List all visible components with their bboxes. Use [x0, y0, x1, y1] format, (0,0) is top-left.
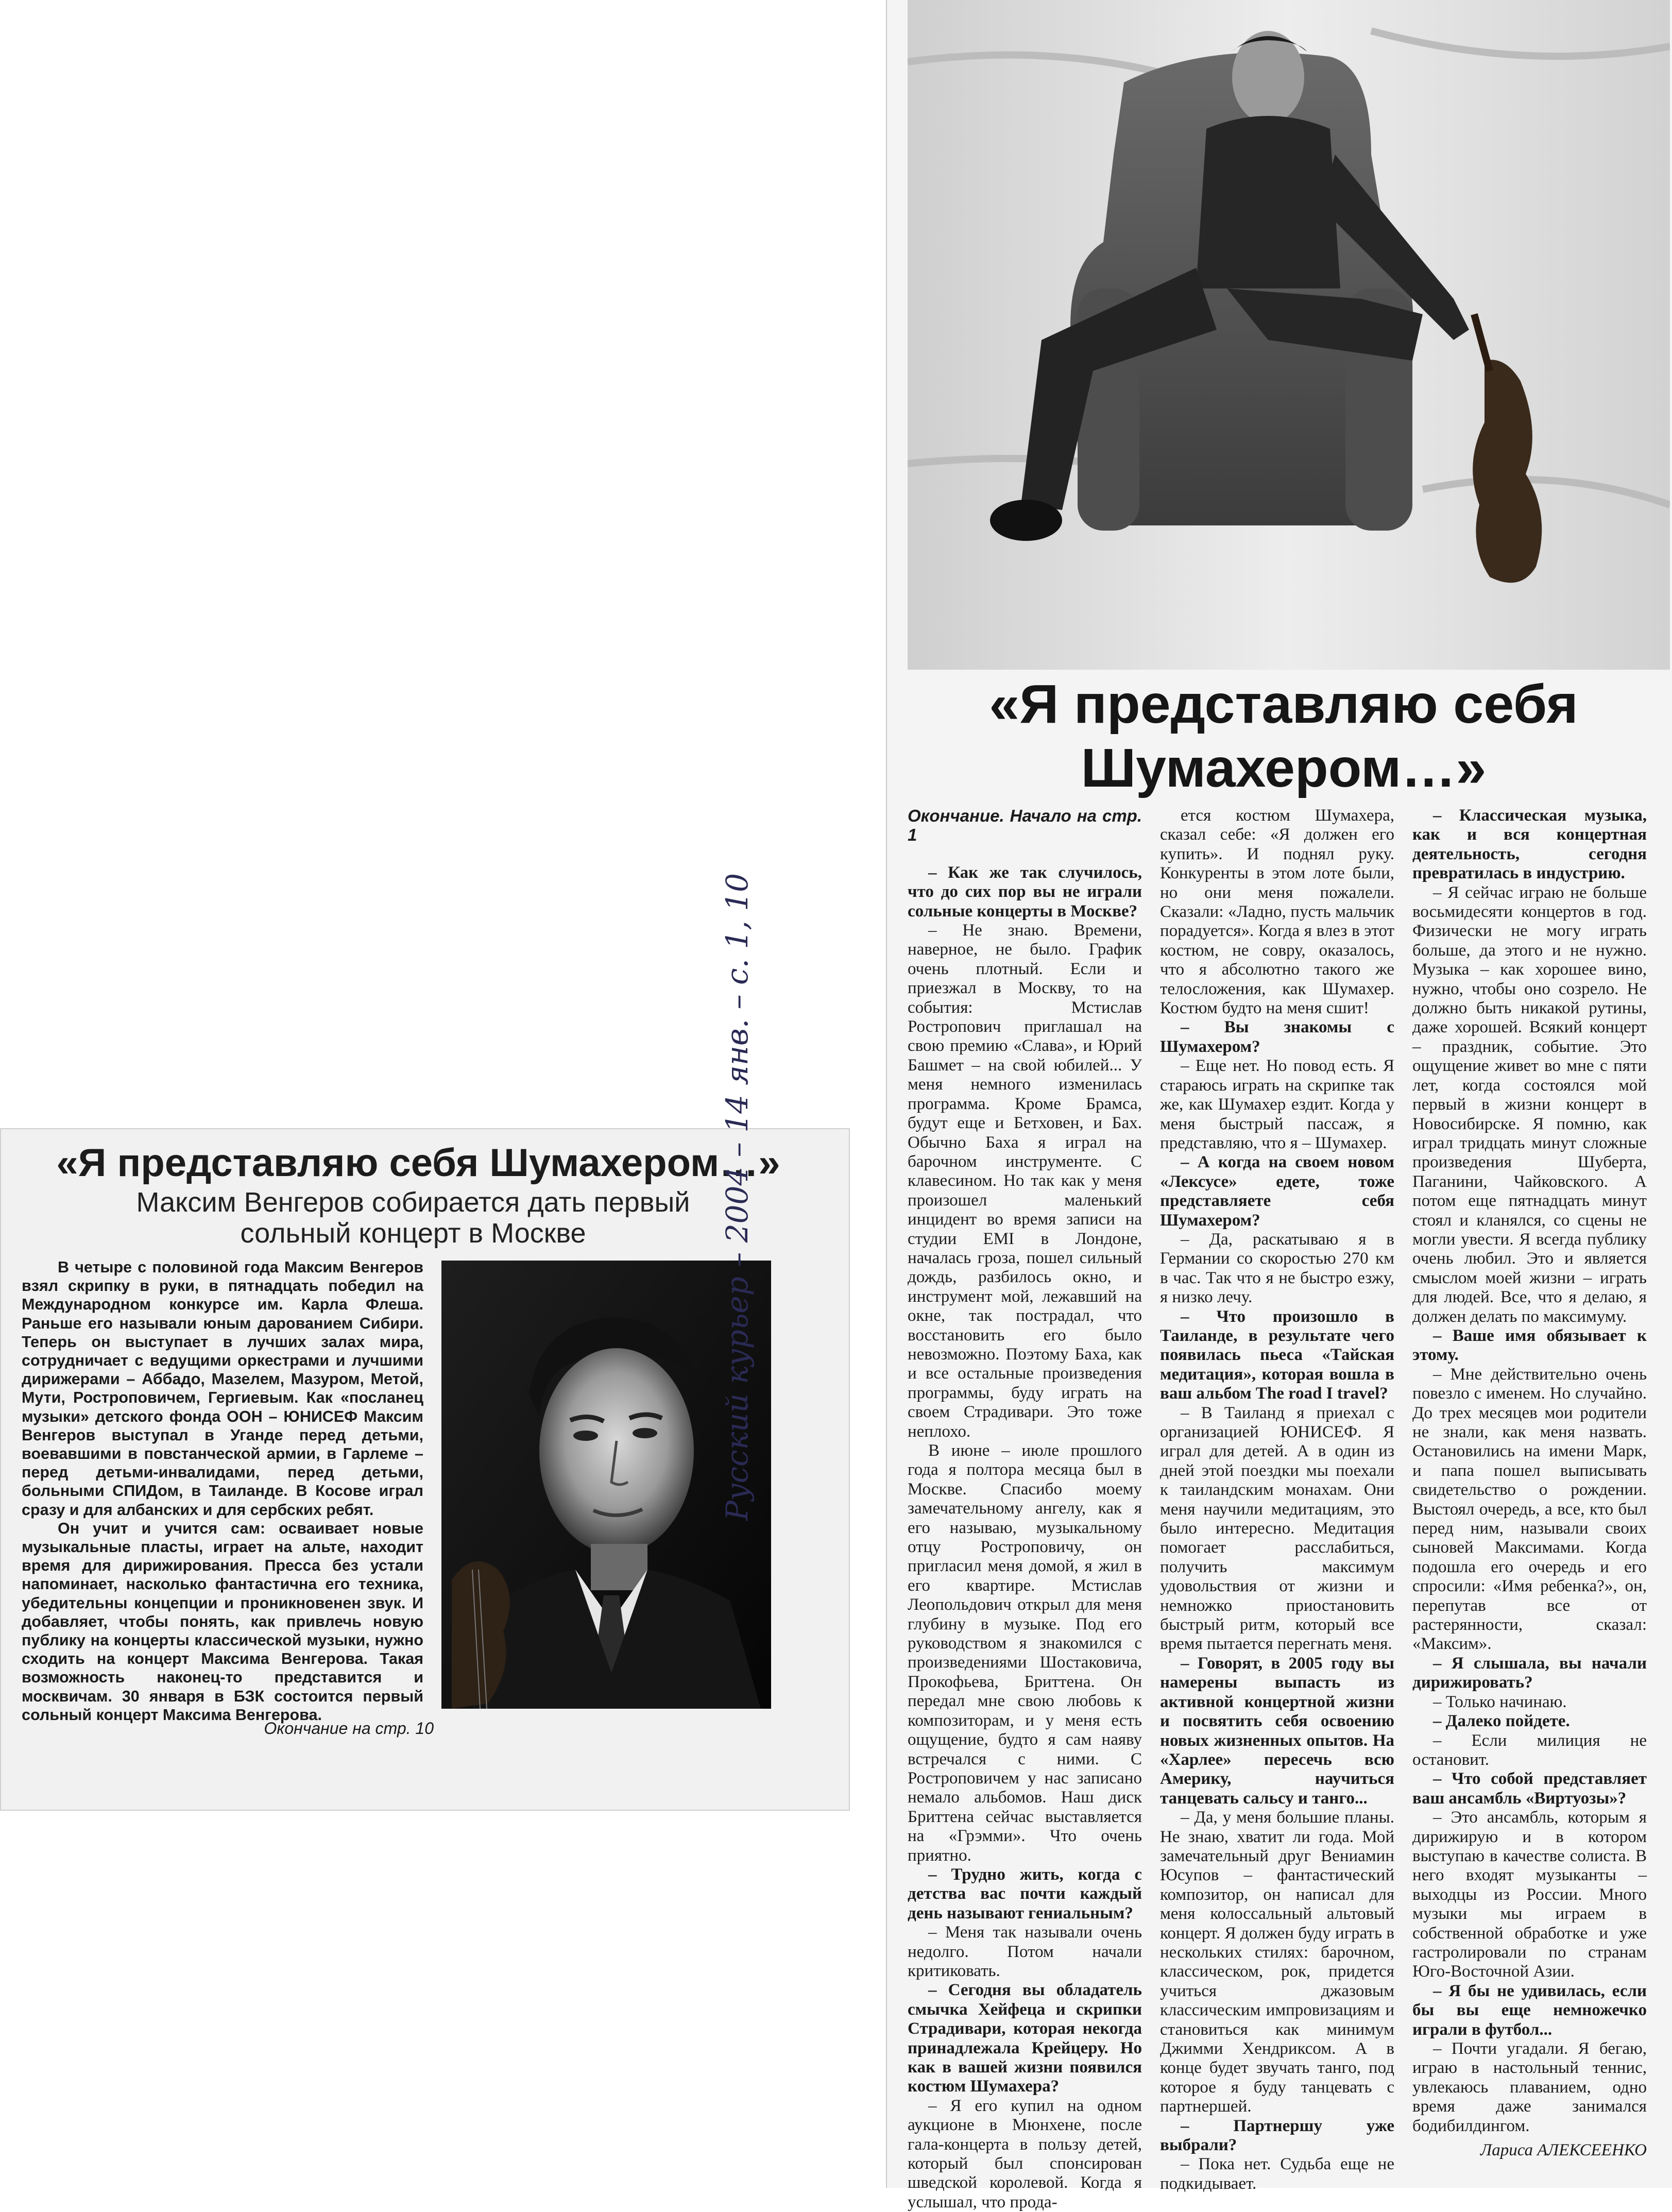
armchair-illustration: [908, 0, 1670, 670]
interview-question: – Что собой представляет ваш ансамбль «Виртуозы»?: [1412, 1769, 1647, 1808]
interview-question: – Что произошло в Таиланде, в результате чего появилась пьеса «Тайская медитация», которая вошла в ваш альбом The road I travel?: [1160, 1307, 1394, 1403]
handwritten-source-note: Русский курьер – 2004 – 14 янв. – с. 1, 10: [720, 873, 755, 1521]
article-column-3: [1412, 806, 1647, 2160]
interview-answer: – Мне действительно очень повезло с именем. Но случайно. До трех месяцев мои родители не знали, как меня назвать. Остановились на имени Марк, и папа пошел выписывать свидетельство о рождении. Выстоял очередь, а все, кто был перед ним, называли своих сыновей Максимами. Когда подошла его очередь и его спросили: «Имя ребенка?», он, перепутав все от растерянности, сказал: «Максим».: [1412, 1365, 1647, 1654]
interview-question: – Сегодня вы обладатель смычка Хейфеца и скрипки Страдивари, которая некогда принадлежала Крейцеру. Но как в вашей жизни появился костюм Шумахера?: [908, 1981, 1142, 2096]
interview-answer: – В Таиланд я приехал с организацией ЮНИСЕФ. Я играл для детей. А в один из дней этой поездки мы поехали к таиландским монахам. Они меня научили медитациям, это было интересно. Медитация помогает расслабиться, получить максимум удовольствия от жизни и немножко приостановить быстрый ритм, который все время пытается перегнать меня.: [1160, 1403, 1394, 1654]
interview-answer: – Только начинаю.: [1433, 1692, 1567, 1711]
interview-answer: – Пока нет. Судьба еще не подкидывает.: [1160, 2155, 1394, 2193]
intro-paragraph: Он учит и учится сам: осваивает новые музыкальные пласты, играет на альте, находит время для дирижирования. Пресса без устали напоминает, насколько фантастична его техника, убедительны концепции и проникновенен звук. И добавляет, чтобы понять, как привлечь новую публику на концерты классической музыки, нужно сходить на концерт Максима Венгерова. Такая возможность наконец-то представится и москвичам. 30 января в БЗК состоится первый сольный концерт Максима Венгерова.: [22, 1519, 423, 1724]
continuation-note: Окончание на стр. 10: [264, 1719, 434, 1738]
left-intro-text: [22, 1258, 423, 1724]
interview-question: – Говорят, в 2005 году вы намерены выпасть из активной концертной жизни и посвятить себя освоению новых жизненных опытов. На «Харлее» пересечь всю Америку, научиться танцевать сальсу и танго...: [1160, 1654, 1394, 1808]
interview-answer: – Да, раскатываю я в Германии со скоростью 270 км в час. Так что я не быстро езжу, я низко лечу.: [1160, 1230, 1394, 1307]
interview-question: – Как же так случилось, что до сих пор вы не играли сольные концерты в Москве?: [908, 863, 1142, 921]
interview-question: – Классическая музыка, как и вся концертная деятельность, сегодня превратилась в индустрию.: [1412, 806, 1647, 883]
interview-question: – Далеко пойдете.: [1433, 1712, 1570, 1731]
interview-answer: – Не знаю. Времени, наверное, не было. График очень плотный. Если и приезжал в Москву, то на события: Мстислав Ростропович приглашал на свою премию «Слава», и Юрий Башмет – на свой юбилей... У меня немного изменилась программа. Кроме Брамса, будут еще и Бетховен, и Бах. Обычно Баха я играл на барочном инструменте. С клавесином. Но так как у меня произошел маленький инцидент во время записи на студии EMI в Лондоне, началась гроза, пошел сильный дождь, разбилось окно, и инструмент мой, лежавший на окне, так пострадал, что восстановить его было невозможно. Поэтому Баха, как и все остальные произведения программы, буду играть на своем Страдивари. Это тоже неплохо.: [908, 921, 1142, 1441]
interview-answer: – Да, у меня большие планы. Не знаю, хватит ли года. Мой замечательный друг Вениамин Юсупов – фантастический композитор, он написал для меня колоссальный альтовый концерт. Я должен буду играть в нескольких стилях: барочном, классическом, рок, придется учиться джазовым классическим импровизациям и становиться как минимум Джимми Хендриксом. А в конце будет звучать танго, под которое я буду танцевать с партнершей.: [1160, 1808, 1394, 2116]
interview-answer: – Меня так называли очень недолго. Потом начали критиковать.: [908, 1923, 1142, 1980]
interview-question: – А когда на своем новом «Лексусе» едете, тоже представляете себя Шумахером?: [1160, 1153, 1394, 1230]
article-column-2: [1160, 806, 1394, 2193]
interview-answer: ется костюм Шумахера, сказал себе: «Я должен его купить». И поднял руку. Конкуренты в этом лоте были, но они меня пожалели. Сказали: «Ладно, пусть мальчик порадуется». Когда я влез в этот костюм, не совру, оказалось, что я абсолютно такого же телосложения, как Шумахер. Костюм будто на меня сшит!: [1160, 806, 1394, 1018]
intro-paragraph: В четыре с половиной года Максим Венгеров взял скрипку в руки, в пятнадцать победил на Международном конкурсе им. Карла Флеша. Раньше его называли юным дарованием Сибири. Теперь он выступает в лучших залах мира, сотрудничает с ведущими оркестрами и лучшими дирижерами – Аббадо, Мазелем, Мазуром, Метой, Мути, Ростроповичем, Гергиевым. Как «посланец музыки» детского фонда ООН – ЮНИСЕФ Максим Венгеров выступал в Уганде перед детьми, воевавшими в повстанческой армии, в Гарлеме – перед детьми-инвалидами, перед детьми, больными СПИДом, в Таиланде. В Косове играл сразу и для албанских и для сербских ребят.: [22, 1258, 423, 1519]
left-clipping: [0, 873, 850, 1811]
interview-answer: – Если милиция не остановит.: [1412, 1731, 1647, 1769]
interview-question: – Я бы не удивилась, если бы вы еще немножечко играли в футбол...: [1412, 1981, 1647, 2039]
armchair-photo: [908, 0, 1670, 670]
continuation-note: Окончание. Начало на стр. 1: [908, 806, 1142, 845]
interview-question: – Я слышала, вы начали дирижировать?: [1412, 1654, 1647, 1692]
interview-question: – Вы знакомы с Шумахером?: [1160, 1018, 1394, 1056]
author-signature: Лариса АЛЕКСЕЕНКО: [1480, 2141, 1647, 2160]
right-clipping: [886, 0, 1672, 2211]
interview-question: – Трудно жить, когда с детства вас почти каждый день называют гениальным?: [908, 1865, 1142, 1922]
interview-question: – Партнершу уже выбрали?: [1160, 2116, 1394, 2155]
left-subheadline: Максим Венгеров собирается дать первый сольный концерт в Москве: [136, 1187, 690, 1249]
interview-answer: – Я его купил на одном аукционе в Мюнхене, после гала-концерта в пользу детей, который был спонсирован шведской королевой. Когда я услышал, что прода-: [908, 2096, 1142, 2211]
left-headline: «Я представляю себя Шумахером…»: [56, 1141, 780, 1185]
interview-answer: – Я сейчас играю не больше восьмидесяти концертов в год. Физически не могу играть больше, да этого и не нужно. Музыка – как хорошее вино, нужно, чтобы оно созрело. Не должно быть никакой рутины, даже хорошей. Всякий концерт – праздник, событие. Это ощущение живет во мне с пяти лет, когда состоялся мой первый в жизни концерт в Новосибирске. Я помню, как играл тридцать минут сложные произведения Шуберта, Паганини, Чайковского. А потом еще пятнадцать минут стоял и кланялся, со сцены не могли увести. Я всегда публику очень любил. Это и является смыслом моей жизни – играть для людей. Все, что я делаю, я должен делать по максимуму.: [1412, 883, 1647, 1326]
right-headline: «Я представляю себя Шумахером…»: [989, 674, 1578, 798]
interview-answer: – Это ансамбль, которым я дирижирую и в котором выступаю в качестве солиста. В него входят музыканты – выходцы из России. Много музыки мы играем в собственной обработке и уже гастролировали по странам Юго-Восточной Азии.: [1412, 1808, 1647, 1981]
interview-question: – Ваше имя обязывает к этому.: [1412, 1326, 1647, 1365]
interview-answer: – Еще нет. Но повод есть. Я стараюсь играть на скрипке так же, как Шумахер ездит. Когда у меня быстрый пассаж, я представляю, что я – Шумахер.: [1160, 1057, 1394, 1152]
article-column-1: [908, 806, 1142, 2212]
interview-answer: В июне – июле прошлого года я полтора месяца был в Москве. Спасибо моему замечательному ангелу, как я его называю, музыкальному отцу Ростроповичу, он пригласил меня домой, я жил в его квартире. Мстислав Леопольдович открыл для меня глубину в музыке. Под его руководством я знакомился с произведениями Шостаковича, Прокофьева, Бриттена. Он передал мне свою любовь к композиторам, и у меня есть ощущение, будто я сам наяву встречался с ними. С Ростроповичем у нас записано немало альбомов. Наш диск Бриттена сейчас выставляется на «Грэмми». Что очень приятно.: [908, 1441, 1142, 1865]
interview-answer: – Почти угадали. Я бегаю, играю в настольный теннис, увлекаюсь плаванием, одно время даже занимался бодибилдингом.: [1412, 2039, 1647, 2135]
